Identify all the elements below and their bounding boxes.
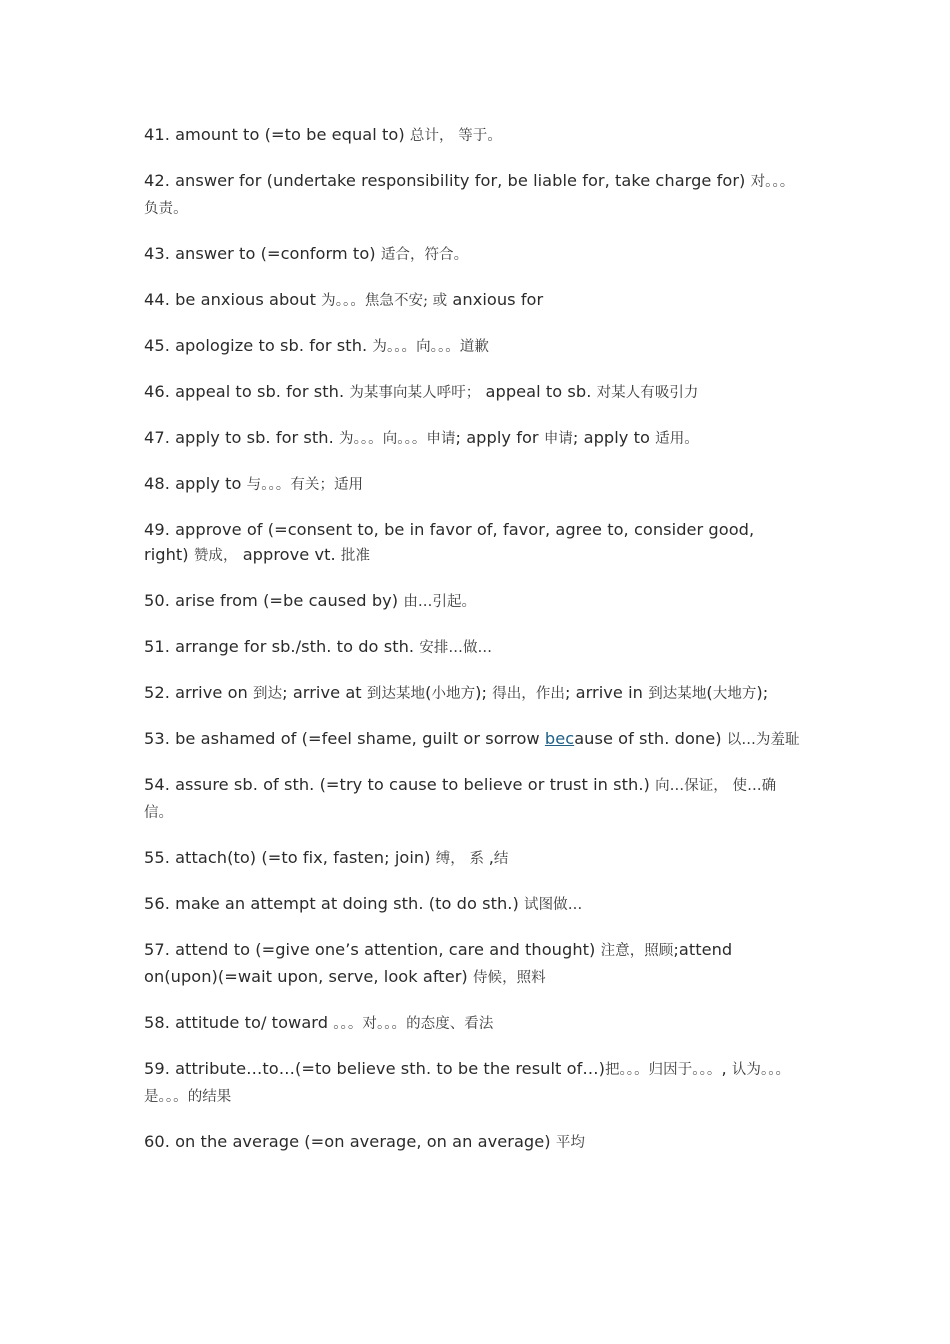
- chinese-gloss: 批准: [340, 548, 370, 564]
- phrase-entry-51: [144, 634, 804, 661]
- chinese-gloss: 为。。。焦急不安; 或: [321, 293, 448, 309]
- chinese-gloss: 总计， 等于。: [409, 128, 502, 144]
- english-text: 51. arrange for sb./sth. to do sth.: [144, 637, 420, 656]
- chinese-gloss: 到达某地: [366, 686, 426, 702]
- chinese-gloss: 为。。。向。。。申请: [339, 431, 456, 447]
- phrase-entry-49: [144, 517, 804, 569]
- english-text: 58. attitude to/ toward: [144, 1013, 334, 1032]
- chinese-gloss: 向…保证， 使…确信。: [144, 778, 777, 821]
- english-text: ; apply for: [455, 428, 544, 447]
- chinese-gloss: 缚， 系: [435, 851, 489, 867]
- phrase-entry-42: [144, 168, 804, 222]
- english-text: 45. apologize to sb. for sth.: [144, 336, 373, 355]
- english-text: 50. arise from (=be caused by): [144, 591, 404, 610]
- chinese-gloss: 安排…做…: [419, 640, 493, 656]
- phrase-entry-58: [144, 1010, 804, 1037]
- chinese-gloss: 大地方: [712, 686, 757, 702]
- chinese-gloss: 以…为羞耻: [726, 732, 800, 748]
- english-text: 47. apply to sb. for sth.: [144, 428, 340, 447]
- english-text: ; arrive at: [282, 683, 367, 702]
- english-text: 56. make an attempt at doing sth. (to do sth.): [144, 894, 525, 913]
- phrase-entry-57: [144, 937, 804, 991]
- english-text: approve vt.: [237, 545, 341, 564]
- chinese-gloss: 注意，照顾: [600, 943, 674, 959]
- english-text: 43. answer to (=conform to): [144, 244, 381, 263]
- english-text: 54. assure sb. of sth. (=try to cause to believe or trust in sth.): [144, 775, 656, 794]
- chinese-gloss: 为某事向某人呼吁；: [349, 385, 481, 401]
- phrase-entry-44: [144, 287, 804, 314]
- english-text: 48. apply to: [144, 474, 247, 493]
- english-text: ause of sth. done): [574, 729, 727, 748]
- chinese-gloss: 对某人有吸引力: [596, 385, 699, 401]
- phrase-entry-47: [144, 425, 804, 452]
- english-text: 44. be anxious about: [144, 290, 322, 309]
- phrase-entry-53: [144, 726, 804, 753]
- chinese-gloss: 。。。对。。。的态度、看法: [333, 1016, 494, 1032]
- english-text: ;attend on(upon)(=wait upon, serve, look after): [144, 940, 733, 986]
- chinese-gloss: 适用。: [655, 431, 699, 447]
- chinese-gloss: 小地方: [431, 686, 476, 702]
- phrase-entry-46: [144, 379, 804, 406]
- english-text: );: [475, 683, 493, 702]
- english-text: 52. arrive on: [144, 683, 254, 702]
- chinese-gloss: 赞成，: [193, 548, 238, 564]
- phrase-entry-45: [144, 333, 804, 360]
- english-text: (: [706, 683, 713, 702]
- english-text: 42. answer for (undertake responsibility for, be liable for, take charge for): [144, 171, 751, 190]
- phrase-entry-41: [144, 122, 804, 149]
- chinese-gloss: 把。。。归因于。。。: [604, 1062, 722, 1078]
- phrase-entry-59: [144, 1056, 804, 1110]
- english-text: 49. approve of (=consent to, be in favor of, favor, agree to, consider good, right): [144, 520, 755, 564]
- chinese-gloss: 与。。。有关；适用: [246, 477, 364, 493]
- chinese-gloss: 侍候，照料: [472, 970, 546, 986]
- phrase-entry-55: [144, 845, 804, 872]
- english-text: 55. attach(to) (=to fix, fasten; join): [144, 848, 436, 867]
- chinese-gloss: 申请: [543, 431, 573, 447]
- english-text: 53. be ashamed of (=feel shame, guilt or sorrow: [144, 729, 545, 748]
- chinese-gloss: 由…引起。: [403, 594, 477, 610]
- chinese-gloss: 到达某地: [648, 686, 707, 702]
- english-text: 46. appeal to sb. for sth.: [144, 382, 350, 401]
- english-text: 60. on the average (=on average, on an average): [144, 1132, 556, 1151]
- phrase-entry-56: [144, 891, 804, 918]
- english-text: appeal to sb.: [480, 382, 597, 401]
- hyperlink[interactable]: bec: [544, 729, 575, 748]
- english-text: 41. amount to (=to be equal to): [144, 125, 410, 144]
- chinese-gloss: 对。。。负责。: [144, 174, 795, 217]
- phrase-entry-48: [144, 471, 804, 498]
- english-text: (: [425, 683, 432, 702]
- phrase-entry-54: [144, 772, 804, 826]
- english-text: ; apply to: [572, 428, 656, 447]
- english-text: 59. attribute…to…(=to believe sth. to be the result of…): [144, 1059, 605, 1078]
- english-text: ,: [488, 848, 494, 867]
- chinese-gloss: 到达: [253, 686, 283, 702]
- phrase-entry-60: [144, 1129, 804, 1156]
- chinese-gloss: 平均: [555, 1135, 585, 1151]
- phrase-entry-52: [144, 680, 804, 707]
- english-text: );: [756, 683, 769, 702]
- document-page: [144, 122, 804, 1175]
- phrase-entry-43: [144, 241, 804, 268]
- english-text: anxious for: [447, 290, 544, 309]
- chinese-gloss: 试图做…: [524, 897, 583, 913]
- english-text: 57. attend to (=give one’s attention, care and thought): [144, 940, 601, 959]
- phrase-entry-50: [144, 588, 804, 615]
- chinese-gloss: 结: [493, 851, 509, 867]
- english-text: ,: [721, 1059, 732, 1078]
- english-text: ; arrive in: [564, 683, 649, 702]
- chinese-gloss: 得出，作出: [492, 686, 565, 702]
- chinese-gloss: 认为。。。是。。。的结果: [144, 1062, 791, 1105]
- chinese-gloss: 适合，符合。: [380, 247, 469, 263]
- chinese-gloss: 为。。。向。。。道歉: [372, 339, 489, 355]
